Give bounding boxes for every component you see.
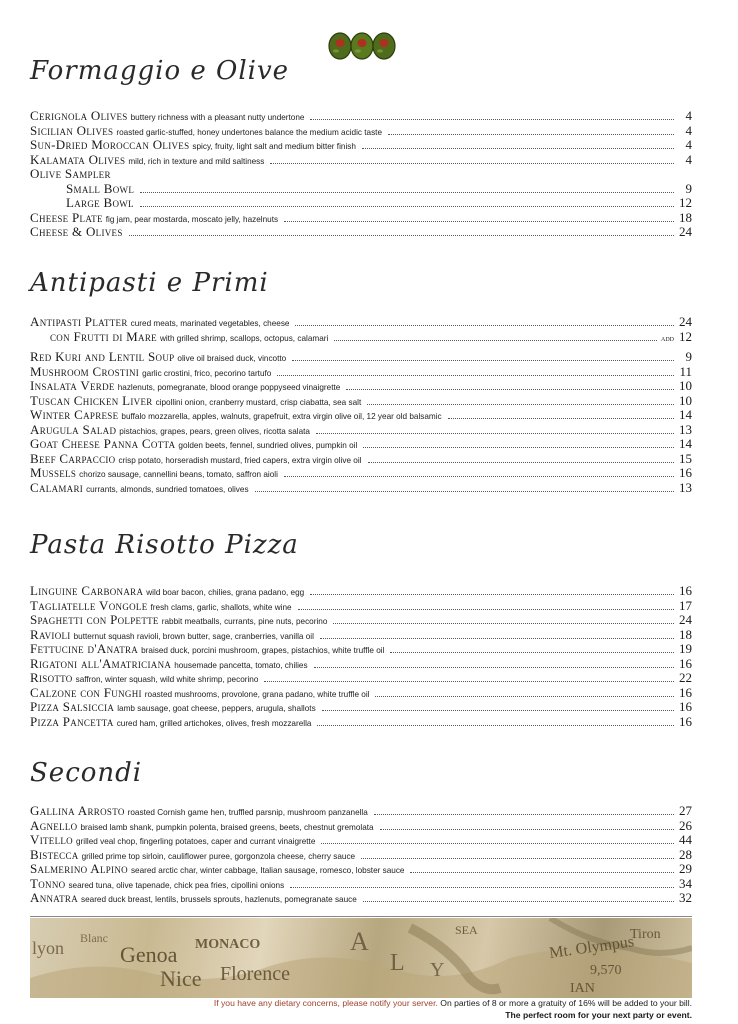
item-name: Agnello: [30, 817, 78, 833]
leader-dots: [363, 900, 674, 902]
item-price: 12: [679, 195, 692, 210]
dietary-warning: If you have any dietary concerns, please notify your server.: [213, 998, 438, 1008]
item-name: Risotto: [30, 670, 73, 685]
section-title-formaggio: Formaggio e Olive: [30, 56, 290, 86]
item-price: 17: [679, 597, 692, 613]
item-price: 24: [679, 612, 692, 627]
item-description: pistachios, grapes, pears, green olives, ricotta salata: [119, 426, 310, 436]
item-name: Pizza Salsiccia: [30, 699, 115, 714]
item-description: fresh clams, garlic, shallots, white wine: [150, 602, 292, 612]
menu-item: [30, 109, 692, 124]
item-name: con Frutti di Mare: [50, 328, 157, 344]
menu-item: [30, 138, 692, 153]
item-description: with grilled shrimp, scallops, octopus, calamari: [159, 333, 329, 343]
item-description: braised lamb shank, pumpkin polenta, braised greens, beets, chestnut gremolata: [80, 822, 374, 832]
leader-dots: [374, 813, 674, 815]
item-description: lamb sausage, goat cheese, peppers, arugula, shallots: [117, 704, 316, 713]
leader-dots: [298, 608, 674, 610]
item-price: 16: [679, 465, 692, 480]
map-label: Genoa: [120, 942, 178, 967]
item-description: saffron, winter squash, wild white shrimp, pecorino: [75, 675, 259, 684]
leader-dots: [363, 446, 674, 448]
item-price: 24: [679, 314, 692, 329]
item-price: 4: [685, 108, 692, 123]
leader-dots: [314, 666, 674, 668]
menu-item: [30, 642, 692, 657]
item-name: Vitello: [30, 832, 73, 847]
event-promo: The perfect room for your next party or event.: [505, 1010, 692, 1020]
menu-item: [30, 466, 692, 481]
item-description: mild, rich in texture and mild saltiness: [128, 156, 265, 166]
item-description: butternut squash ravioli, brown butter, sage, cranberries, vanilla oil: [73, 631, 314, 641]
add-on-label: add: [661, 332, 674, 343]
item-description: golden beets, fennel, sundried olives, pumpkin oil: [178, 441, 358, 450]
item-price: 4: [685, 137, 692, 152]
item-description: cured ham, grilled artichokes, olives, fresh mozzarella: [116, 718, 312, 728]
menu-item: [30, 628, 692, 643]
item-price: 16: [679, 699, 692, 714]
menu-item: [30, 315, 692, 330]
item-name: Pizza Pancetta: [30, 713, 114, 729]
item-name: Arugula Salad: [30, 421, 117, 437]
item-price: 44: [679, 832, 692, 847]
item-price: 16: [679, 713, 692, 729]
leader-dots: [368, 461, 675, 463]
item-price: 34: [679, 875, 692, 891]
item-price: 14: [679, 436, 692, 451]
leader-dots: [361, 857, 674, 859]
item-price: 12: [679, 328, 692, 344]
item-name: Gallina Arrosto: [30, 803, 125, 818]
item-price: 15: [679, 450, 692, 466]
item-price: 29: [679, 861, 692, 876]
menu-item: [30, 379, 692, 394]
menu-section-pasta: [30, 584, 692, 729]
menu-item: [30, 848, 692, 863]
item-description: roasted mushrooms, provolone, grana padano, white truffle oil: [144, 689, 370, 699]
item-price: 18: [679, 209, 692, 225]
item-name: Cheese & Olives: [30, 224, 123, 239]
item-description: roasted garlic-stuffed, honey undertones balance the medium acidic taste: [116, 127, 383, 137]
menu-item: [30, 671, 692, 686]
item-price: 26: [679, 817, 692, 833]
menu-item: [30, 182, 692, 197]
item-price: 9: [685, 180, 692, 196]
leader-dots: [277, 374, 674, 376]
item-name: Linguine Carbonara: [30, 583, 144, 598]
divider: [30, 916, 692, 917]
item-name: Rigatoni all'Amatriciana: [30, 655, 172, 671]
item-description: spicy, fruity, light salt and medium bitter finish: [192, 142, 356, 151]
leader-dots: [316, 432, 674, 434]
item-description: rabbit meatballs, currants, pine nuts, pecorino: [161, 617, 328, 626]
item-name: Large Bowl: [66, 195, 134, 210]
leader-dots: [284, 475, 674, 477]
menu-item: [30, 124, 692, 139]
leader-dots: [367, 403, 674, 405]
leader-dots: [295, 324, 674, 326]
item-description: currants, almonds, sundried tomatoes, olives: [86, 484, 249, 494]
item-price: 32: [679, 890, 692, 905]
leader-dots: [346, 388, 674, 390]
leader-dots: [321, 842, 674, 844]
item-price: 16: [679, 655, 692, 671]
map-label: lyon: [32, 938, 65, 958]
item-description: seared tuna, olive tapenade, chick pea fries, cipollini onions: [68, 880, 285, 890]
map-label: Blanc: [80, 931, 108, 945]
section-title-secondi: Secondi: [30, 758, 143, 788]
item-name: Antipasti Platter: [30, 314, 128, 329]
menu-item: [30, 196, 692, 211]
map-label: Nice: [160, 966, 202, 991]
item-description: buttery richness with a pleasant nutty undertone: [130, 113, 305, 122]
menu-item: [30, 657, 692, 672]
section-title-antipasti: Antipasti e Primi: [30, 268, 269, 298]
item-name: Fettucine d'Anatra: [30, 641, 139, 656]
item-price: 9: [685, 349, 692, 364]
menu-section-secondi: [30, 804, 692, 906]
item-description: grilled veal chop, fingerling potatoes, caper and currant vinaigrette: [75, 837, 316, 846]
item-description: garlic crostini, frico, pecorino tartufo: [142, 368, 272, 378]
item-name: Mussels: [30, 465, 77, 480]
item-price: 4: [685, 151, 692, 167]
map-label: Mt. Olympus: [548, 933, 636, 962]
leader-dots: [317, 724, 674, 726]
item-name: Cheese Plate: [30, 209, 103, 225]
menu-item: [30, 225, 692, 240]
leader-dots: [375, 695, 674, 697]
item-description: chorizo sausage, cannellini beans, tomato, saffron aioli: [79, 470, 278, 479]
item-name: Insalata Verde: [30, 378, 115, 393]
menu-item: [30, 804, 692, 819]
leader-dots: [255, 490, 674, 492]
item-name: Beef Carpaccio: [30, 450, 116, 466]
item-name: Annatra: [30, 890, 78, 905]
leader-dots: [290, 886, 674, 888]
menu-item: [30, 819, 692, 834]
item-name: Goat Cheese Panna Cotta: [30, 436, 176, 451]
menu-item: [30, 394, 692, 409]
item-price: 19: [679, 641, 692, 656]
item-name: Kalamata Olives: [30, 151, 126, 167]
menu-item: [30, 365, 692, 380]
item-description: seared arctic char, winter cabbage, Italian sausage, romesco, lobster sauce: [130, 866, 405, 875]
item-name: Mushroom Crostini: [30, 363, 140, 379]
item-price: 10: [679, 378, 692, 393]
menu-item: [30, 613, 692, 628]
leader-dots: [270, 162, 674, 164]
map-label: 9,570: [590, 963, 622, 978]
item-description: wild boar bacon, chilies, grana padano, egg: [146, 588, 305, 597]
section-title-pasta: Pasta Risotto Pizza: [30, 530, 299, 560]
leader-dots: [264, 680, 674, 682]
leader-dots: [448, 417, 674, 419]
item-description: buffalo mozzarella, apples, walnuts, grapefruit, extra virgin olive oil, 12 year old balsamic: [121, 412, 442, 421]
item-price: 10: [679, 392, 692, 408]
item-price: 13: [679, 421, 692, 437]
menu-item: [30, 862, 692, 877]
map-label: A: [350, 927, 369, 956]
item-name: Red Kuri and Lentil Soup: [30, 349, 175, 364]
map-label: Tiron: [630, 927, 661, 942]
item-description: braised duck, porcini mushroom, grapes, pistachios, white truffle oil: [141, 646, 385, 655]
leader-dots: [410, 871, 674, 873]
menu-item: [30, 452, 692, 467]
item-name: Sicilian Olives: [30, 122, 114, 138]
leader-dots: [322, 709, 674, 711]
item-price: 27: [679, 803, 692, 818]
item-description: roasted Cornish game hen, truffled parsnip, mushroom panzanella: [127, 808, 368, 817]
item-description: hazlenuts, pomegranate, blood orange poppyseed vinaigrette: [117, 383, 341, 392]
dietary-notice: [214, 998, 692, 1008]
item-name: Tagliatelle Vongole: [30, 597, 148, 613]
item-name: Calamari: [30, 479, 84, 495]
item-name: Tonno: [30, 875, 66, 891]
item-price: 13: [679, 479, 692, 495]
gratuity-note: On parties of 8 or more a gratuity of 16% will be added to your bill.: [437, 998, 692, 1008]
item-name: Small Bowl: [66, 180, 135, 196]
menu-item: [30, 408, 692, 423]
olives-logo-icon: [326, 30, 398, 62]
map-label: L: [390, 950, 405, 976]
leader-dots: [310, 118, 674, 120]
item-description: crisp potato, horseradish mustard, fried capers, extra virgin olive oil: [118, 455, 362, 465]
menu-item: [30, 167, 692, 182]
leader-dots: [334, 339, 657, 341]
menu-item: [30, 584, 692, 599]
leader-dots: [320, 637, 674, 639]
menu-item: [30, 153, 692, 168]
menu-item: [30, 330, 692, 345]
menu-item: [30, 481, 692, 496]
menu-section-antipasti: [30, 315, 692, 495]
item-name: Olive Sampler: [30, 166, 111, 181]
leader-dots: [333, 622, 674, 624]
leader-dots: [140, 191, 674, 193]
item-name: Calzone con Funghi: [30, 684, 142, 700]
item-price: 14: [679, 407, 692, 422]
item-price: 16: [679, 583, 692, 598]
leader-dots: [284, 220, 674, 222]
leader-dots: [362, 147, 674, 149]
item-price: 22: [679, 670, 692, 685]
item-name: Cerignola Olives: [30, 108, 128, 123]
item-description: cipollini onion, cranberry mustard, crisp ciabatta, sea salt: [155, 397, 362, 407]
leader-dots: [310, 593, 674, 595]
map-label: MONACO: [195, 937, 261, 952]
item-price: 16: [679, 684, 692, 700]
menu-item: [30, 833, 692, 848]
item-price: 28: [679, 846, 692, 862]
leader-dots: [380, 828, 674, 830]
item-description: fig jam, pear mostarda, moscato jelly, hazelnuts: [105, 214, 279, 224]
menu-item: [30, 715, 692, 730]
menu-item: [30, 877, 692, 892]
item-name: Spaghetti con Polpette: [30, 612, 159, 627]
menu-item: [30, 211, 692, 226]
map-label: SEA: [455, 923, 478, 937]
map-banner: [30, 918, 692, 998]
map-illustration: [30, 918, 692, 998]
leader-dots: [388, 133, 674, 135]
item-price: 18: [679, 626, 692, 642]
menu-item: [30, 423, 692, 438]
menu-item: [30, 599, 692, 614]
menu-item: [30, 700, 692, 715]
map-label: Florence: [220, 963, 290, 985]
item-price: 24: [679, 224, 692, 239]
item-name: Salmerino Alpino: [30, 861, 128, 876]
leader-dots: [129, 234, 674, 236]
menu-item: [30, 437, 692, 452]
item-name: Ravioli: [30, 626, 71, 642]
leader-dots: [292, 359, 674, 361]
item-description: seared duck breast, lentils, brussels sprouts, hazlenuts, pomegranate sauce: [81, 895, 357, 904]
item-price: 11: [679, 363, 692, 379]
menu-item: [30, 686, 692, 701]
item-description: olive oil braised duck, vincotto: [177, 354, 287, 363]
map-label: Y: [430, 959, 445, 981]
item-name: Tuscan Chicken Liver: [30, 392, 153, 408]
item-name: Sun-Dried Moroccan Olives: [30, 137, 190, 152]
leader-dots: [140, 205, 674, 207]
leader-dots: [390, 651, 674, 653]
item-price: 4: [685, 122, 692, 138]
item-name: Winter Caprese: [30, 407, 119, 422]
item-description: housemade pancetta, tomato, chilies: [174, 660, 308, 670]
map-label: IAN: [570, 981, 595, 996]
menu-item: [30, 350, 692, 365]
menu-section-formaggio: [30, 109, 692, 240]
item-description: cured meats, marinated vegetables, cheese: [130, 319, 290, 328]
item-description: grilled prime top sirloin, cauliflower puree, gorgonzola cheese, cherry sauce: [81, 851, 356, 861]
item-name: Bistecca: [30, 846, 79, 862]
menu-item: [30, 891, 692, 906]
